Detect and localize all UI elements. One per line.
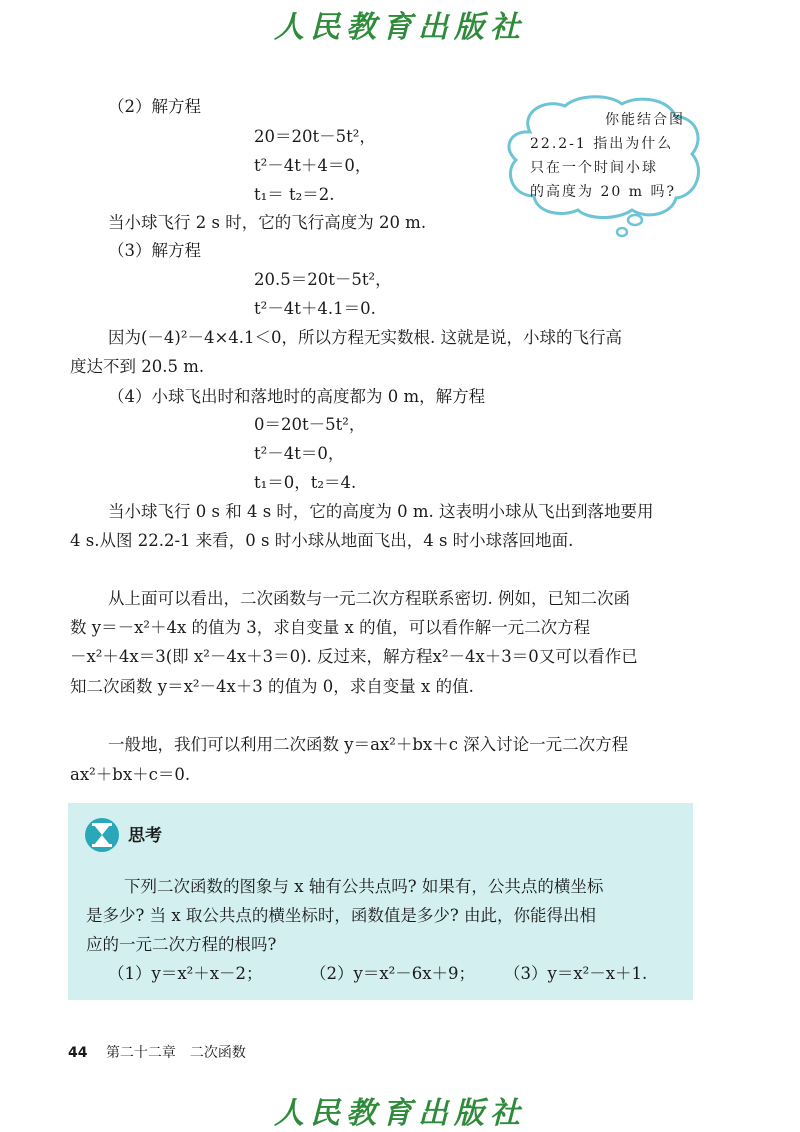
- paragraph-line: 当小球飞行 0 s 和 4 s 时，它的高度为 0 m. 这表明小球从飞出到落地要用: [108, 502, 654, 521]
- paragraph-line: 因为(－4)²－4×4.1＜0，所以方程无实数根. 这就是说，小球的飞行高: [108, 328, 623, 347]
- equation: t₁＝ t₂＝2.: [254, 185, 335, 204]
- paragraph-line: 知二次函数 y＝x²－4x＋3 的值为 0，求自变量 x 的值.: [70, 677, 474, 696]
- equation: t₁＝0，t₂＝4.: [254, 473, 357, 492]
- page-footer: [68, 1042, 246, 1062]
- think-item: （3）y＝x²－x＋1.: [504, 964, 648, 983]
- equation: t²－4t＝0，: [254, 444, 345, 463]
- page-number: 44: [68, 1045, 88, 1061]
- paragraph-line: 数 y＝－x²＋4x 的值为 3，求自变量 x 的值，可以看作解一元二次方程: [70, 618, 591, 637]
- equation: t²－4t＋4＝0，: [254, 156, 372, 175]
- paragraph-line: 一般地，我们可以利用二次函数 y＝ax²＋bx＋c 深入讨论一元二次方程: [108, 735, 629, 754]
- chapter-title: 第二十二章 二次函数: [105, 1045, 246, 1061]
- paragraph-line: 4 s.从图 22.2-1 来看，0 s 时小球从地面飞出，4 s 时小球落回地面.: [70, 531, 574, 550]
- section4-label: （4）小球飞出时和落地时的高度都为 0 m，解方程: [108, 387, 486, 406]
- bubble-text-line: 的高度为 20 m 吗?: [530, 184, 676, 200]
- publisher-logo-top: 人民教育出版社: [274, 10, 526, 45]
- section3-label: （3）解方程: [108, 241, 201, 260]
- paragraph-line: －x²＋4x＝3(即 x²－4x＋3＝0). 反过来，解方程x²－4x＋3＝0又可以看作已: [70, 647, 638, 666]
- equation: 0＝20t－5t²，: [254, 415, 366, 434]
- think-item: （2）y＝x²－6x＋9；: [310, 964, 476, 983]
- equation: 20＝20t－5t²，: [254, 127, 376, 146]
- bubble-text-line: 22.2-1 指出为什么: [530, 136, 674, 152]
- equation: t²－4t＋4.1＝0.: [254, 299, 376, 318]
- paragraph-line: 度达不到 20.5 m.: [70, 357, 205, 376]
- section2-label: （2）解方程: [108, 97, 201, 116]
- thought-bubble: [500, 92, 705, 242]
- think-text-line: 应的一元二次方程的根吗?: [86, 935, 277, 954]
- equation: 20.5＝20t－5t²，: [254, 270, 392, 289]
- publisher-logo-bottom: 人民教育出版社: [274, 1096, 526, 1131]
- think-item: （1）y＝x²＋x－2；: [108, 964, 263, 983]
- think-text-line: 下列二次函数的图象与 x 轴有公共点吗? 如果有，公共点的横坐标: [124, 877, 604, 896]
- think-title: 思考: [128, 826, 162, 846]
- think-text-line: 是多少? 当 x 取公共点的横坐标时，函数值是多少? 由此，你能得出相: [86, 906, 596, 925]
- paragraph-line: ax²＋bx＋c＝0.: [70, 765, 191, 784]
- bubble-text-line: 只在一个时间小球: [530, 160, 658, 176]
- think-box: [68, 803, 693, 1000]
- paragraph-line: 当小球飞行 2 s 时，它的飞行高度为 20 m.: [108, 213, 427, 232]
- bubble-text-line: 你能结合图: [605, 112, 685, 128]
- paragraph-line: 从上面可以看出，二次函数与一元二次方程联系密切. 例如，已知二次函: [108, 589, 630, 608]
- hourglass-icon: [84, 817, 120, 853]
